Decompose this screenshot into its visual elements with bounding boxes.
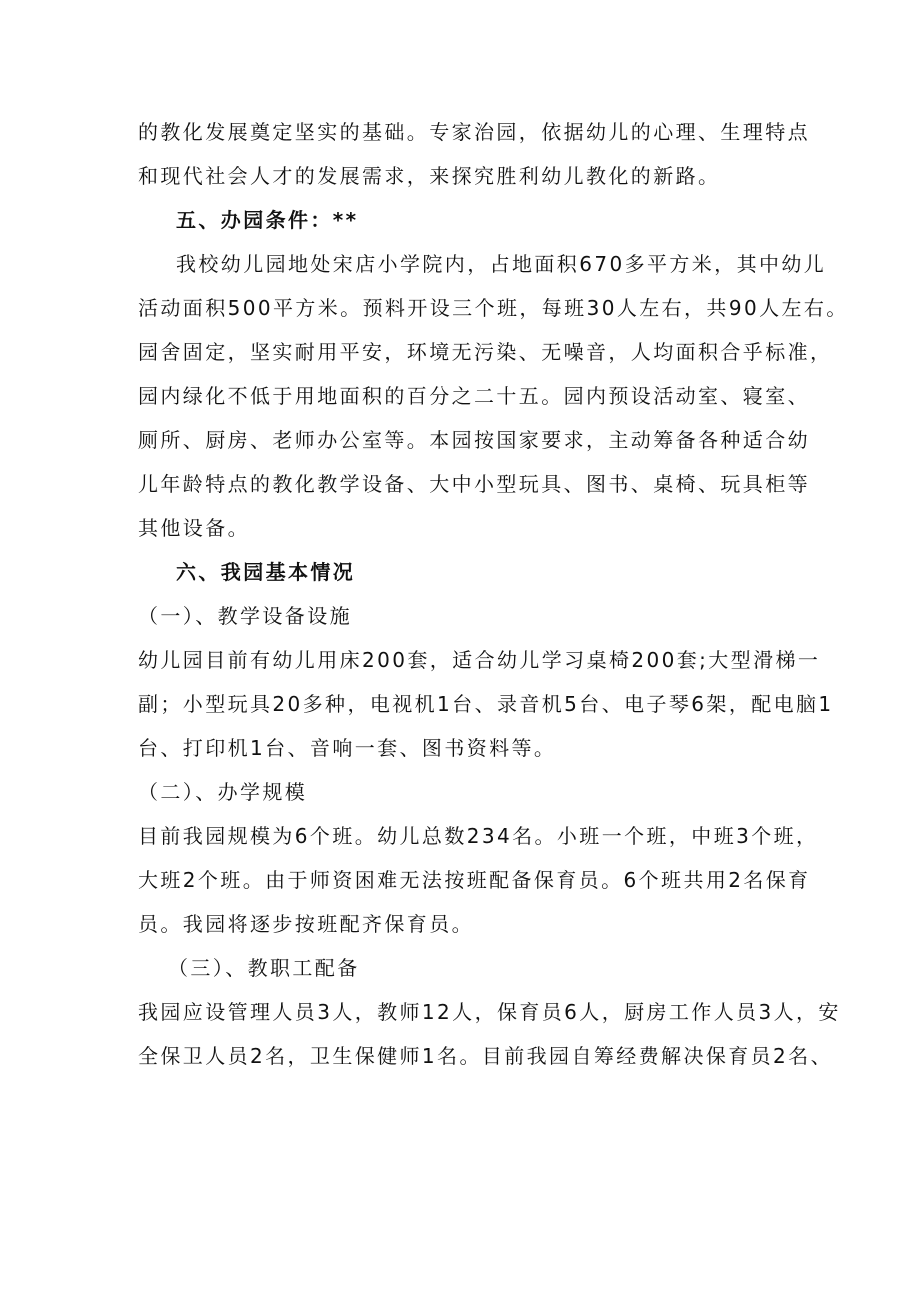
paragraph-line: 儿年龄特点的教化教学设备、大中小型玩具、图书、桌椅、玩具柜等 (138, 472, 810, 496)
paragraph-line: 的教化发展奠定坚实的基础。专家治园，依据幼儿的心理、生理特点 (138, 120, 810, 144)
document-page (138, 110, 849, 1078)
paragraph-line: 活动面积500平方米。预料开设三个班，每班30人左右，共90人左右。 (138, 296, 849, 320)
paragraph-line: 园舍固定，坚实耐用平安，环境无污染、无噪音，人均面积合乎标准， (138, 340, 833, 364)
paragraph-line: 员。我园将逐步按班配齐保育员。 (138, 912, 474, 936)
paragraph-line: 台、打印机1台、音响一套、图书资料等。 (138, 736, 557, 760)
paragraph-line: 全保卫人员2名，卫生保健师1名。目前我园自筹经费解决保育员2名、 (138, 1044, 833, 1068)
paragraph-line: 大班2个班。由于师资困难无法按班配备保育员。6个班共用2名保育 (138, 868, 811, 892)
paragraph-line: 我园应设管理人员3人，教师12人，保育员6人，厨房工作人员3人，安 (138, 1000, 841, 1024)
paragraph-line: 我校幼儿园地处宋店小学院内，占地面积670多平方米，其中幼儿 (176, 252, 827, 276)
paragraph-line: 和现代社会人才的发展需求，来探究胜利幼儿教化的新路。 (138, 164, 721, 188)
subsection-heading-1: （一）、教学设备设施 (138, 604, 352, 628)
paragraph-line: 其他设备。 (138, 516, 250, 540)
section-heading-5: 五、办园条件：** (176, 208, 359, 232)
section-heading-6: 六、我园基本情况 (176, 560, 356, 584)
subsection-heading-2: （二）、办学规模 (138, 780, 308, 804)
paragraph-line: 副；小型玩具20多种，电视机1台、录音机5台、电子琴6架，配电脑1 (138, 692, 834, 716)
paragraph-line: 目前我园规模为6个班。幼儿总数234名。小班一个班，中班3个班， (138, 824, 819, 848)
paragraph-line: 厕所、厨房、老师办公室等。本园按国家要求，主动筹备各种适合幼 (138, 428, 810, 452)
paragraph-line: 园内绿化不低于用地面积的百分之二十五。园内预设活动室、寝室、 (138, 384, 810, 408)
paragraph-line: 幼儿园目前有幼儿用床200套，适合幼儿学习桌椅200套;大型滑梯一 (138, 648, 821, 672)
subsection-heading-3: （三）、教职工配备 (168, 956, 360, 980)
